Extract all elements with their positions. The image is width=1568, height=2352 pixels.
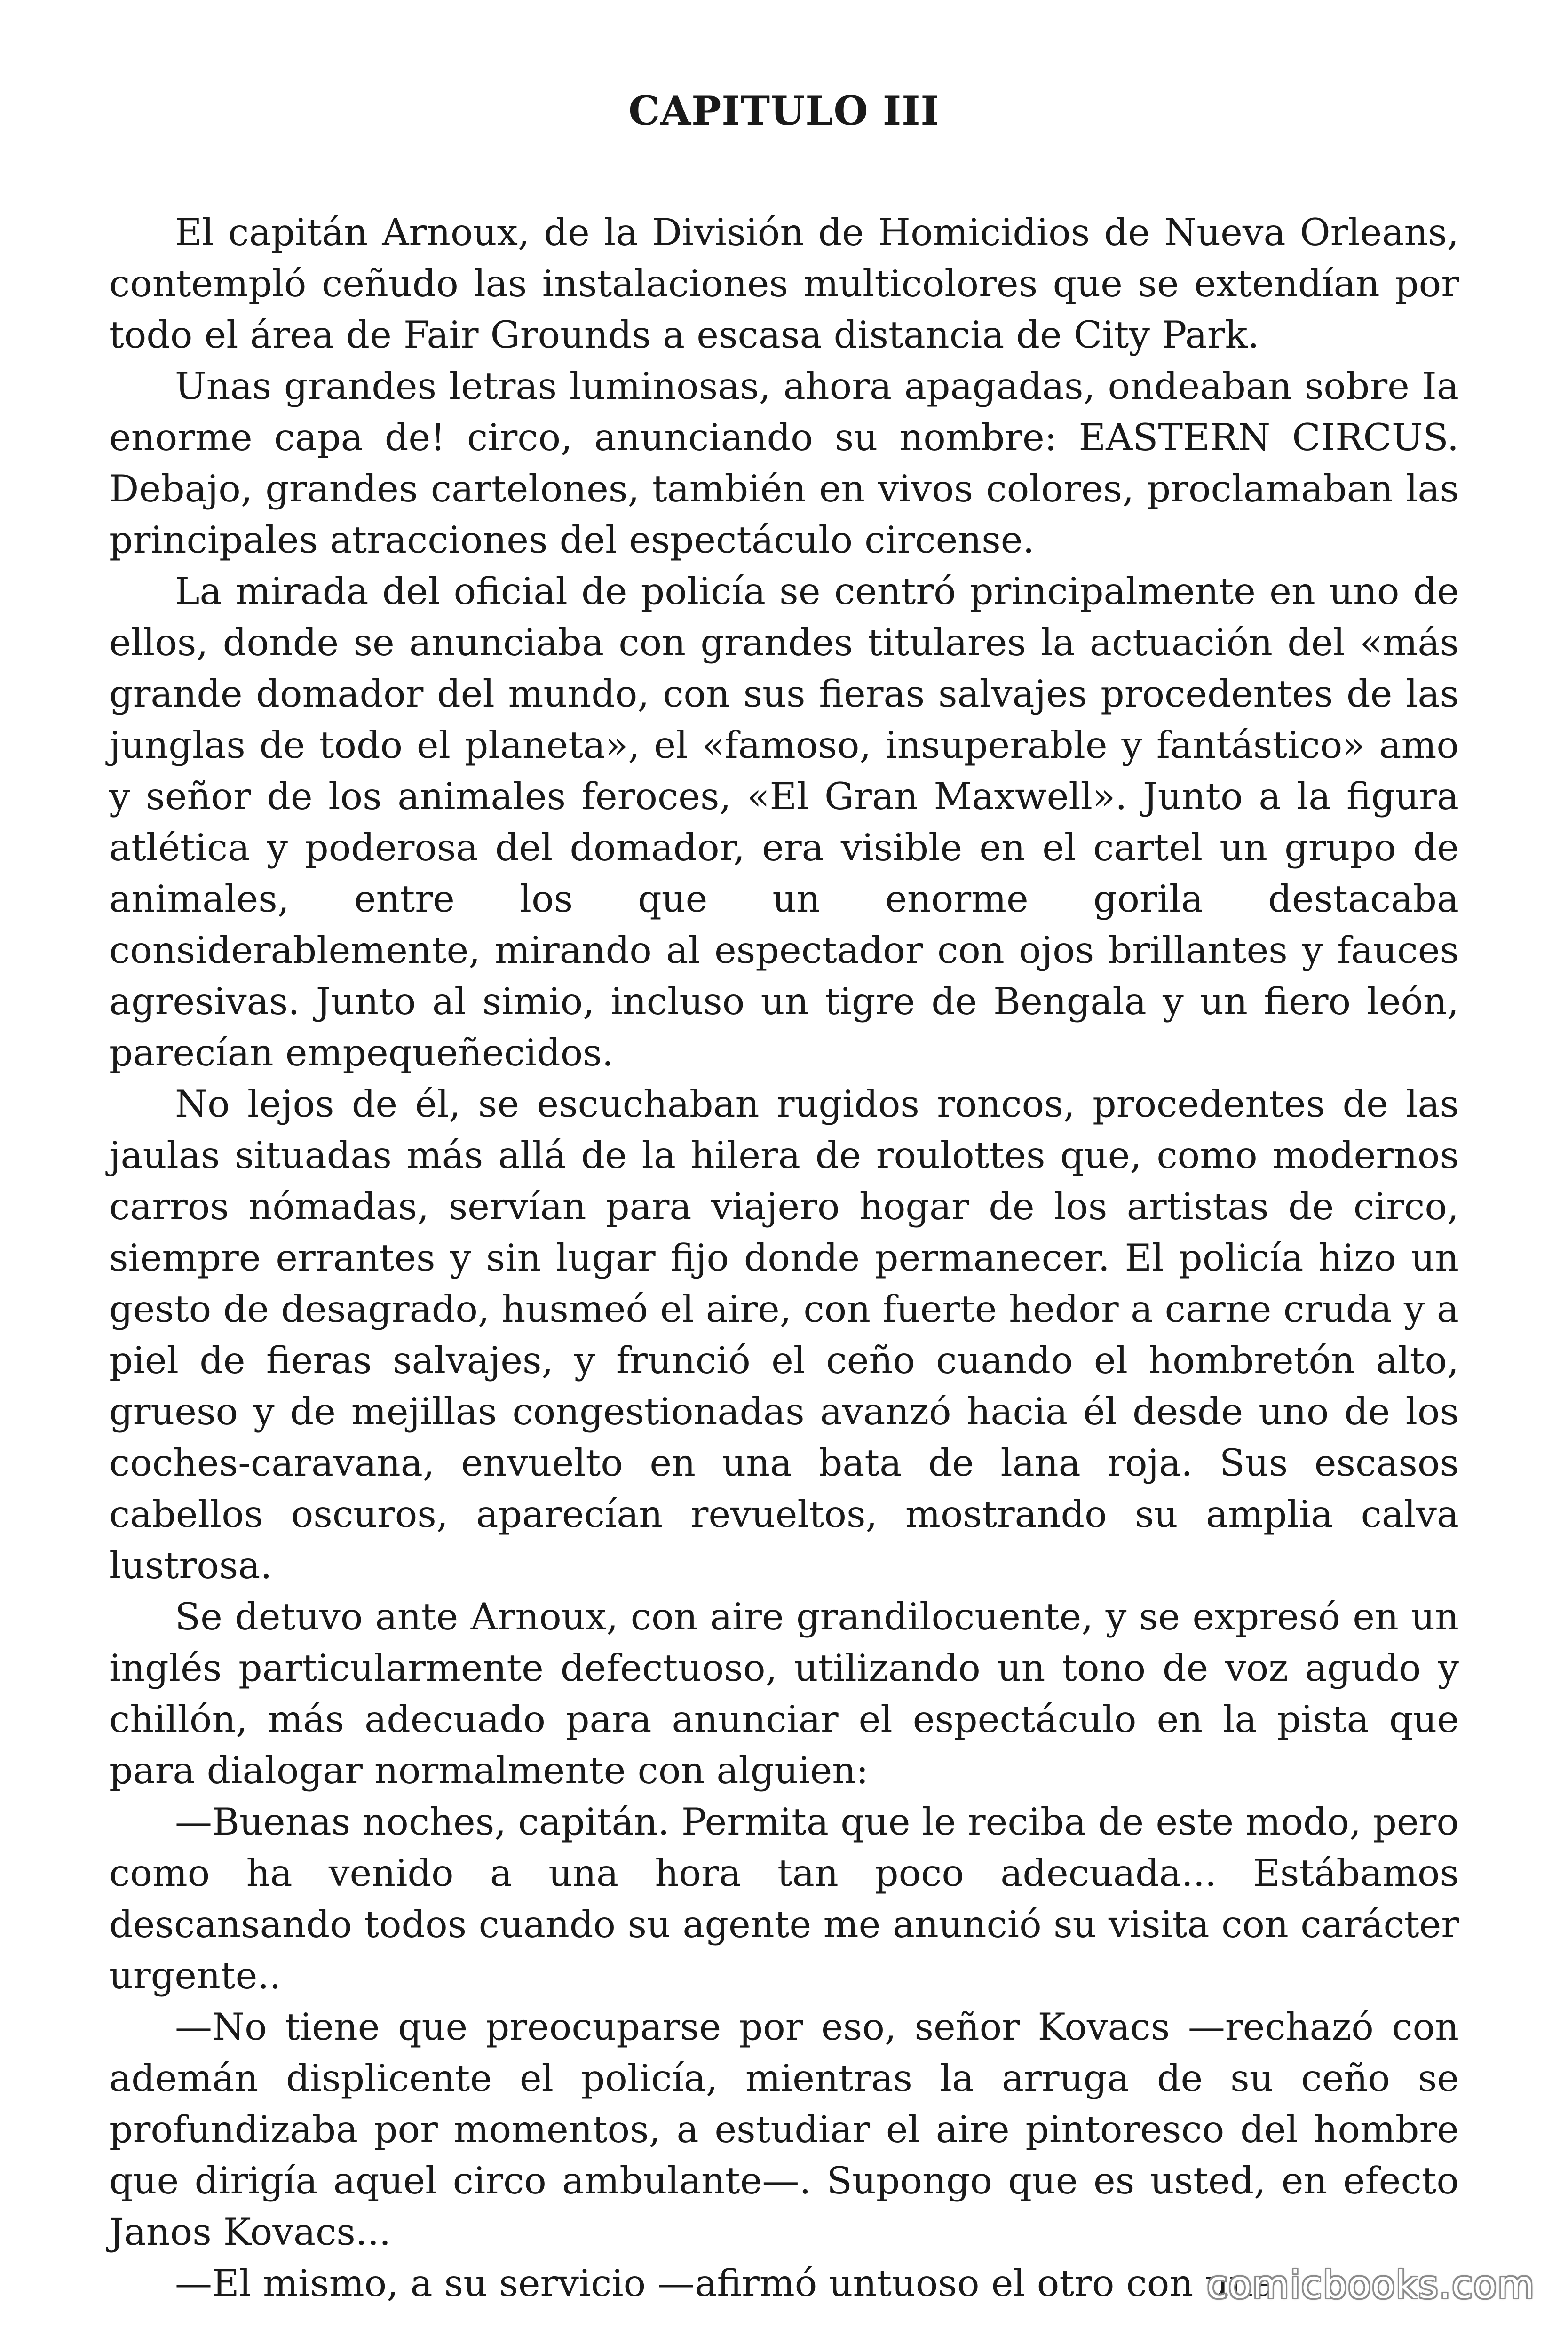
paragraph: La mirada del oficial de policía se centró principalmente en uno de ellos, donde se anunciaba con grandes titulares la actuación del «más grande domador del mundo, con sus fieras salvajes procedentes de las junglas de todo el planeta», el «famoso, insuperable y fantástico» amo y señor de los animales feroces, «El Gran Maxwell». Junto a la figura atlética y poderosa del domador, era visible en el cartel un grupo de animales, entre los que un enorme gorila destacaba considerablemente, mirando al espectador con ojos brillantes y fauces agresivas. Junto al simio, incluso un tigre de Bengala y un fiero león, parecían empequeñecidos. <box>109 570 1459 1074</box>
chapter-body <box>109 207 1459 2309</box>
paragraph: —El mismo, a su servicio —afirmó untuoso el otro con una <box>175 2262 1275 2305</box>
chapter-title: CAPITULO III <box>628 87 940 135</box>
paragraph: —Buenas noches, capitán. Permita que le reciba de este modo, pero como ha venido a una hora tan poco adecuada... Estábamos descansando todos cuando su agente me anunció su visita con carácter urgente.. <box>109 1800 1459 1997</box>
watermark: comicbooks.com <box>1206 2263 1535 2307</box>
paragraph: No lejos de él, se escuchaban rugidos roncos, procedentes de las jaulas situadas más allá de la hilera de roulottes que, como modernos carros nómadas, servían para viajero hogar de los artistas de circo, siempre errantes y sin lugar fijo donde permanecer. El policía hizo un gesto de desagrado, husmeó el aire, con fuerte hedor a carne cruda y a piel de fieras salvajes, y frunció el ceño cuando el hombretón alto, grueso y de mejillas congestionadas avanzó hacia él desde uno de los coches-caravana, envuelto en una bata de lana roja. Sus escasos cabellos oscuros, aparecían revueltos, mostrando su amplia calva lustrosa. <box>109 1082 1459 1587</box>
paragraph: Se detuvo ante Arnoux, con aire grandilocuente, y se expresó en un inglés particularmente defectuoso, utilizando un tono de voz agudo y chillón, más adecuado para anunciar el espectáculo en la pista que para dialogar normalmente con alguien: <box>109 1595 1459 1792</box>
paragraph: —No tiene que preocuparse por eso, señor Kovacs —rechazó con ademán displicente el policía, mientras la arruga de su ceño se profundizaba por momentos, a estudiar el aire pintoresco del hombre que dirigía aquel circo ambulante—. Supongo que es usted, en efecto Janos Kovacs... <box>109 2005 1459 2254</box>
paragraph: El capitán Arnoux, de la División de Homicidios de Nueva Orleans, contempló ceñudo las instalaciones multicolores que se extendían por todo el área de Fair Grounds a escasa distancia de City Park. <box>109 211 1459 357</box>
paragraph: Unas grandes letras luminosas, ahora apagadas, ondeaban sobre Ia enorme capa de! circo, anunciando su nombre: EASTERN CIRCUS. Debajo, grandes cartelones, también en vivos colores, proclamaban las principales atracciones del espectáculo circense. <box>109 365 1459 562</box>
